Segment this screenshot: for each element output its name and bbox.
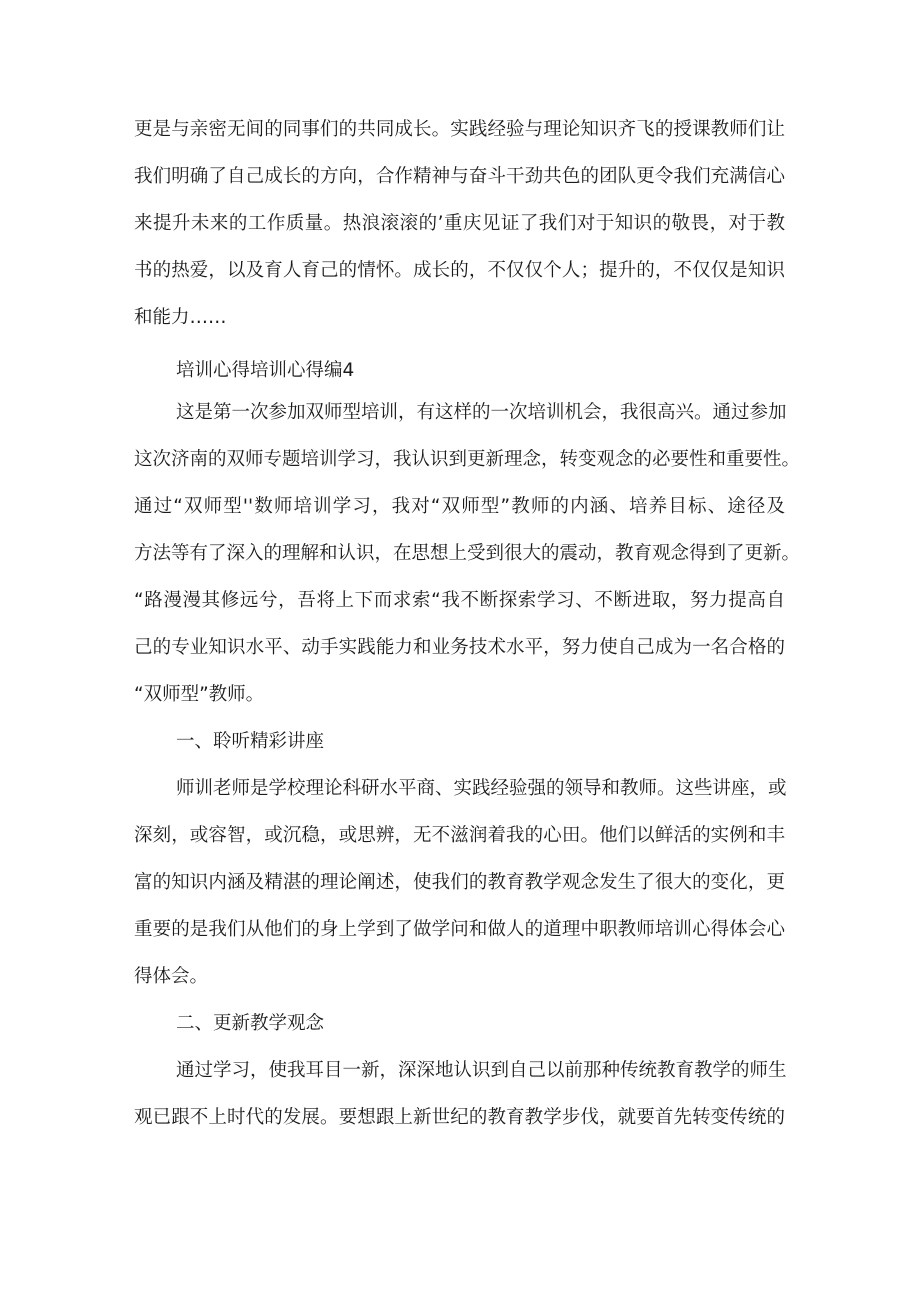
- section-heading: 培训心得培训心得编4: [176, 360, 355, 381]
- paragraph-line: 通过“双师型''数师培训学习，我对“双师型”教师的内涵、培养目标、途径及: [134, 496, 785, 517]
- paragraph-line: 更是与亲密无间的同事们的共同成长。实践经验与理论知识齐飞的授课教师们让: [134, 119, 785, 140]
- section-heading: 二、更新教学观念: [176, 1013, 325, 1034]
- paragraph-line: 观已跟不上时代的发展。要想跟上新世纪的教育教学步伐，就要首先转变传统的: [134, 1107, 785, 1128]
- paragraph-line: 师训老师是学校理论科研水平商、实践经验强的领导和教师。这些讲座，或: [176, 778, 787, 799]
- paragraph-line: 这次济南的双师专题培训学习，我认识到更新理念，转变观念的必要性和重要性。: [134, 449, 801, 470]
- paragraph-line: 己的专业知识水平、动手实践能力和业务技术水平，努力使自己成为一名合格的: [134, 637, 785, 658]
- paragraph-line: 通过学习，使我耳目一新，深深地认识到自己以前那种传统教育教学的师生: [176, 1060, 787, 1081]
- paragraph-line: 得体会。: [134, 966, 209, 987]
- paragraph-line: 我们明确了自己成长的方向，合作精神与奋斗干劲共色的团队更令我们充满信心: [134, 166, 785, 187]
- section-heading: 一、聆听精彩讲座: [176, 731, 325, 752]
- paragraph-line: 深刻，或容智，或沉稳，或思辨，无不滋润着我的心田。他们以鲜活的实例和丰: [134, 825, 785, 846]
- paragraph-line: 方法等有了深入的理解和认识，在思想上受到很大的震动，教育观念得到了更新。: [134, 543, 801, 564]
- paragraph-line: 和能力……: [134, 307, 227, 328]
- paragraph-line: 富的知识内涵及精湛的理论阐述，使我们的教育教学观念发生了很大的变化，更: [134, 872, 785, 893]
- paragraph-line: 书的热爱，以及育人育己的情怀。成长的，不仅仅个人；提升的，不仅仅是知识: [134, 260, 785, 281]
- paragraph-line: 来提升未来的工作质量。热浪滚滚的’重庆见证了我们对于知识的敬畏，对于教: [134, 213, 785, 234]
- paragraph-line: 重要的是我们从他们的身上学到了做学问和做人的道理中职教师培训心得体会心: [134, 919, 785, 940]
- paragraph-line: 这是第一次参加双师型培训，有这样的一次培训机会，我很高兴。通过参加: [176, 402, 787, 423]
- paragraph-line: “双师型”教师。: [134, 684, 265, 705]
- paragraph-line: “路漫漫其修远兮，吾将上下而求索“我不断探索学习、不断进取，努力提高自: [134, 590, 785, 611]
